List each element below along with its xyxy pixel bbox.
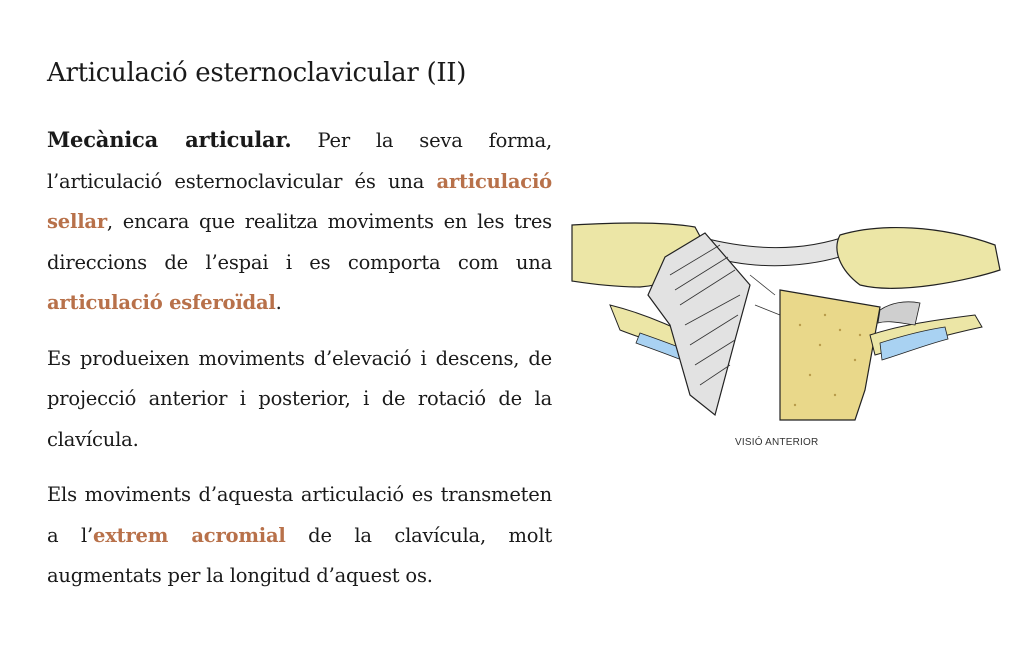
term-acromial-end[interactable]: extrem acromial bbox=[93, 523, 286, 547]
term-saddle-joint[interactable]: articulació sellar bbox=[47, 169, 552, 233]
paragraph-transmission bbox=[47, 475, 552, 597]
paragraph-movements: Es produeixen moviments d’elevació i descens, de projecció anterior i posterior, i de rotació de la clavícula. bbox=[47, 346, 552, 451]
body-text bbox=[47, 120, 552, 612]
section-label: Mecànica articular. bbox=[47, 127, 292, 152]
right-clavicle-section bbox=[837, 228, 1000, 289]
right-disc-fibers bbox=[878, 302, 920, 325]
sternoclavicular-illustration bbox=[570, 215, 1002, 430]
figure-caption: VISIÓ ANTERIOR bbox=[735, 437, 819, 448]
term-ball-joint[interactable]: articulació esferoïdal bbox=[47, 291, 276, 314]
text-span: , encara que realitza moviments en les tres direccions de l’espai i es comporta com una bbox=[47, 210, 552, 274]
text-span: Per la seva forma, l’articulació esternoclavicular és una bbox=[47, 129, 553, 193]
paragraph-mechanics bbox=[47, 120, 552, 324]
text-span: Els moviments d’aquesta articulació es transmeten a l’ bbox=[47, 483, 552, 547]
text-span: de la clavícula, molt augmentats per la longitud d’aquest os. bbox=[47, 523, 552, 587]
manubrium bbox=[780, 290, 880, 420]
text-span: . bbox=[275, 291, 282, 314]
page-title: Articulació esternoclavicular (II) bbox=[47, 58, 467, 88]
